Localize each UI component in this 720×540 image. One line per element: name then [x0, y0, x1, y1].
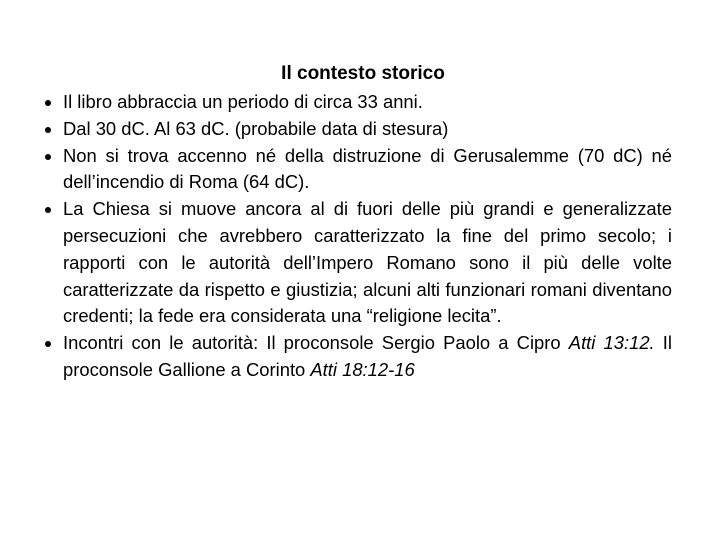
bullet-item — [0, 143, 672, 197]
scripture-reference: Atti 13:12. — [568, 332, 655, 354]
bullet-text: Non si trova accenno né della distruzione di Gerusalemme (70 dC) né dell’incendio di Roma (64 dC). — [63, 144, 672, 193]
bullet-dot-icon — [45, 154, 51, 160]
scripture-reference: Atti 18:12-16 — [310, 358, 415, 380]
slide-title: Il contesto storico — [281, 63, 445, 84]
bullet-dot-icon — [45, 100, 51, 106]
bullet-text: Incontri con le autorità: Il proconsole Sergio Paolo a Cipro — [63, 332, 569, 354]
bullet-item — [0, 89, 672, 116]
bullet-dot-icon — [45, 341, 51, 347]
bullet-dot-icon — [45, 207, 51, 213]
bullet-dot-icon — [45, 127, 51, 133]
bullet-text: Il proconsole Gallione a Corinto — [63, 332, 673, 380]
bullet-item — [0, 116, 672, 143]
bullet-text: Dal 30 dC. Al 63 dC. (probabile data di stesura) — [63, 117, 449, 139]
bullet-text: Il libro abbraccia un periodo di circa 33 anni. — [63, 91, 423, 112]
bullet-item — [0, 196, 672, 330]
bullet-text: La Chiesa si muove ancora al di fuori delle più grandi e generalizzate persecuzioni che avrebbero caratterizzato la fine del primo secolo; i rapporti con le autorità dell’Impero Romano sono il più delle volte caratterizzate da rispetto e giustizia; alcuni alti funzionari romani diventano credenti; la fede era considerata una “religione lecita”. — [63, 198, 672, 327]
bullet-list — [0, 89, 672, 384]
bullet-item — [0, 330, 672, 384]
